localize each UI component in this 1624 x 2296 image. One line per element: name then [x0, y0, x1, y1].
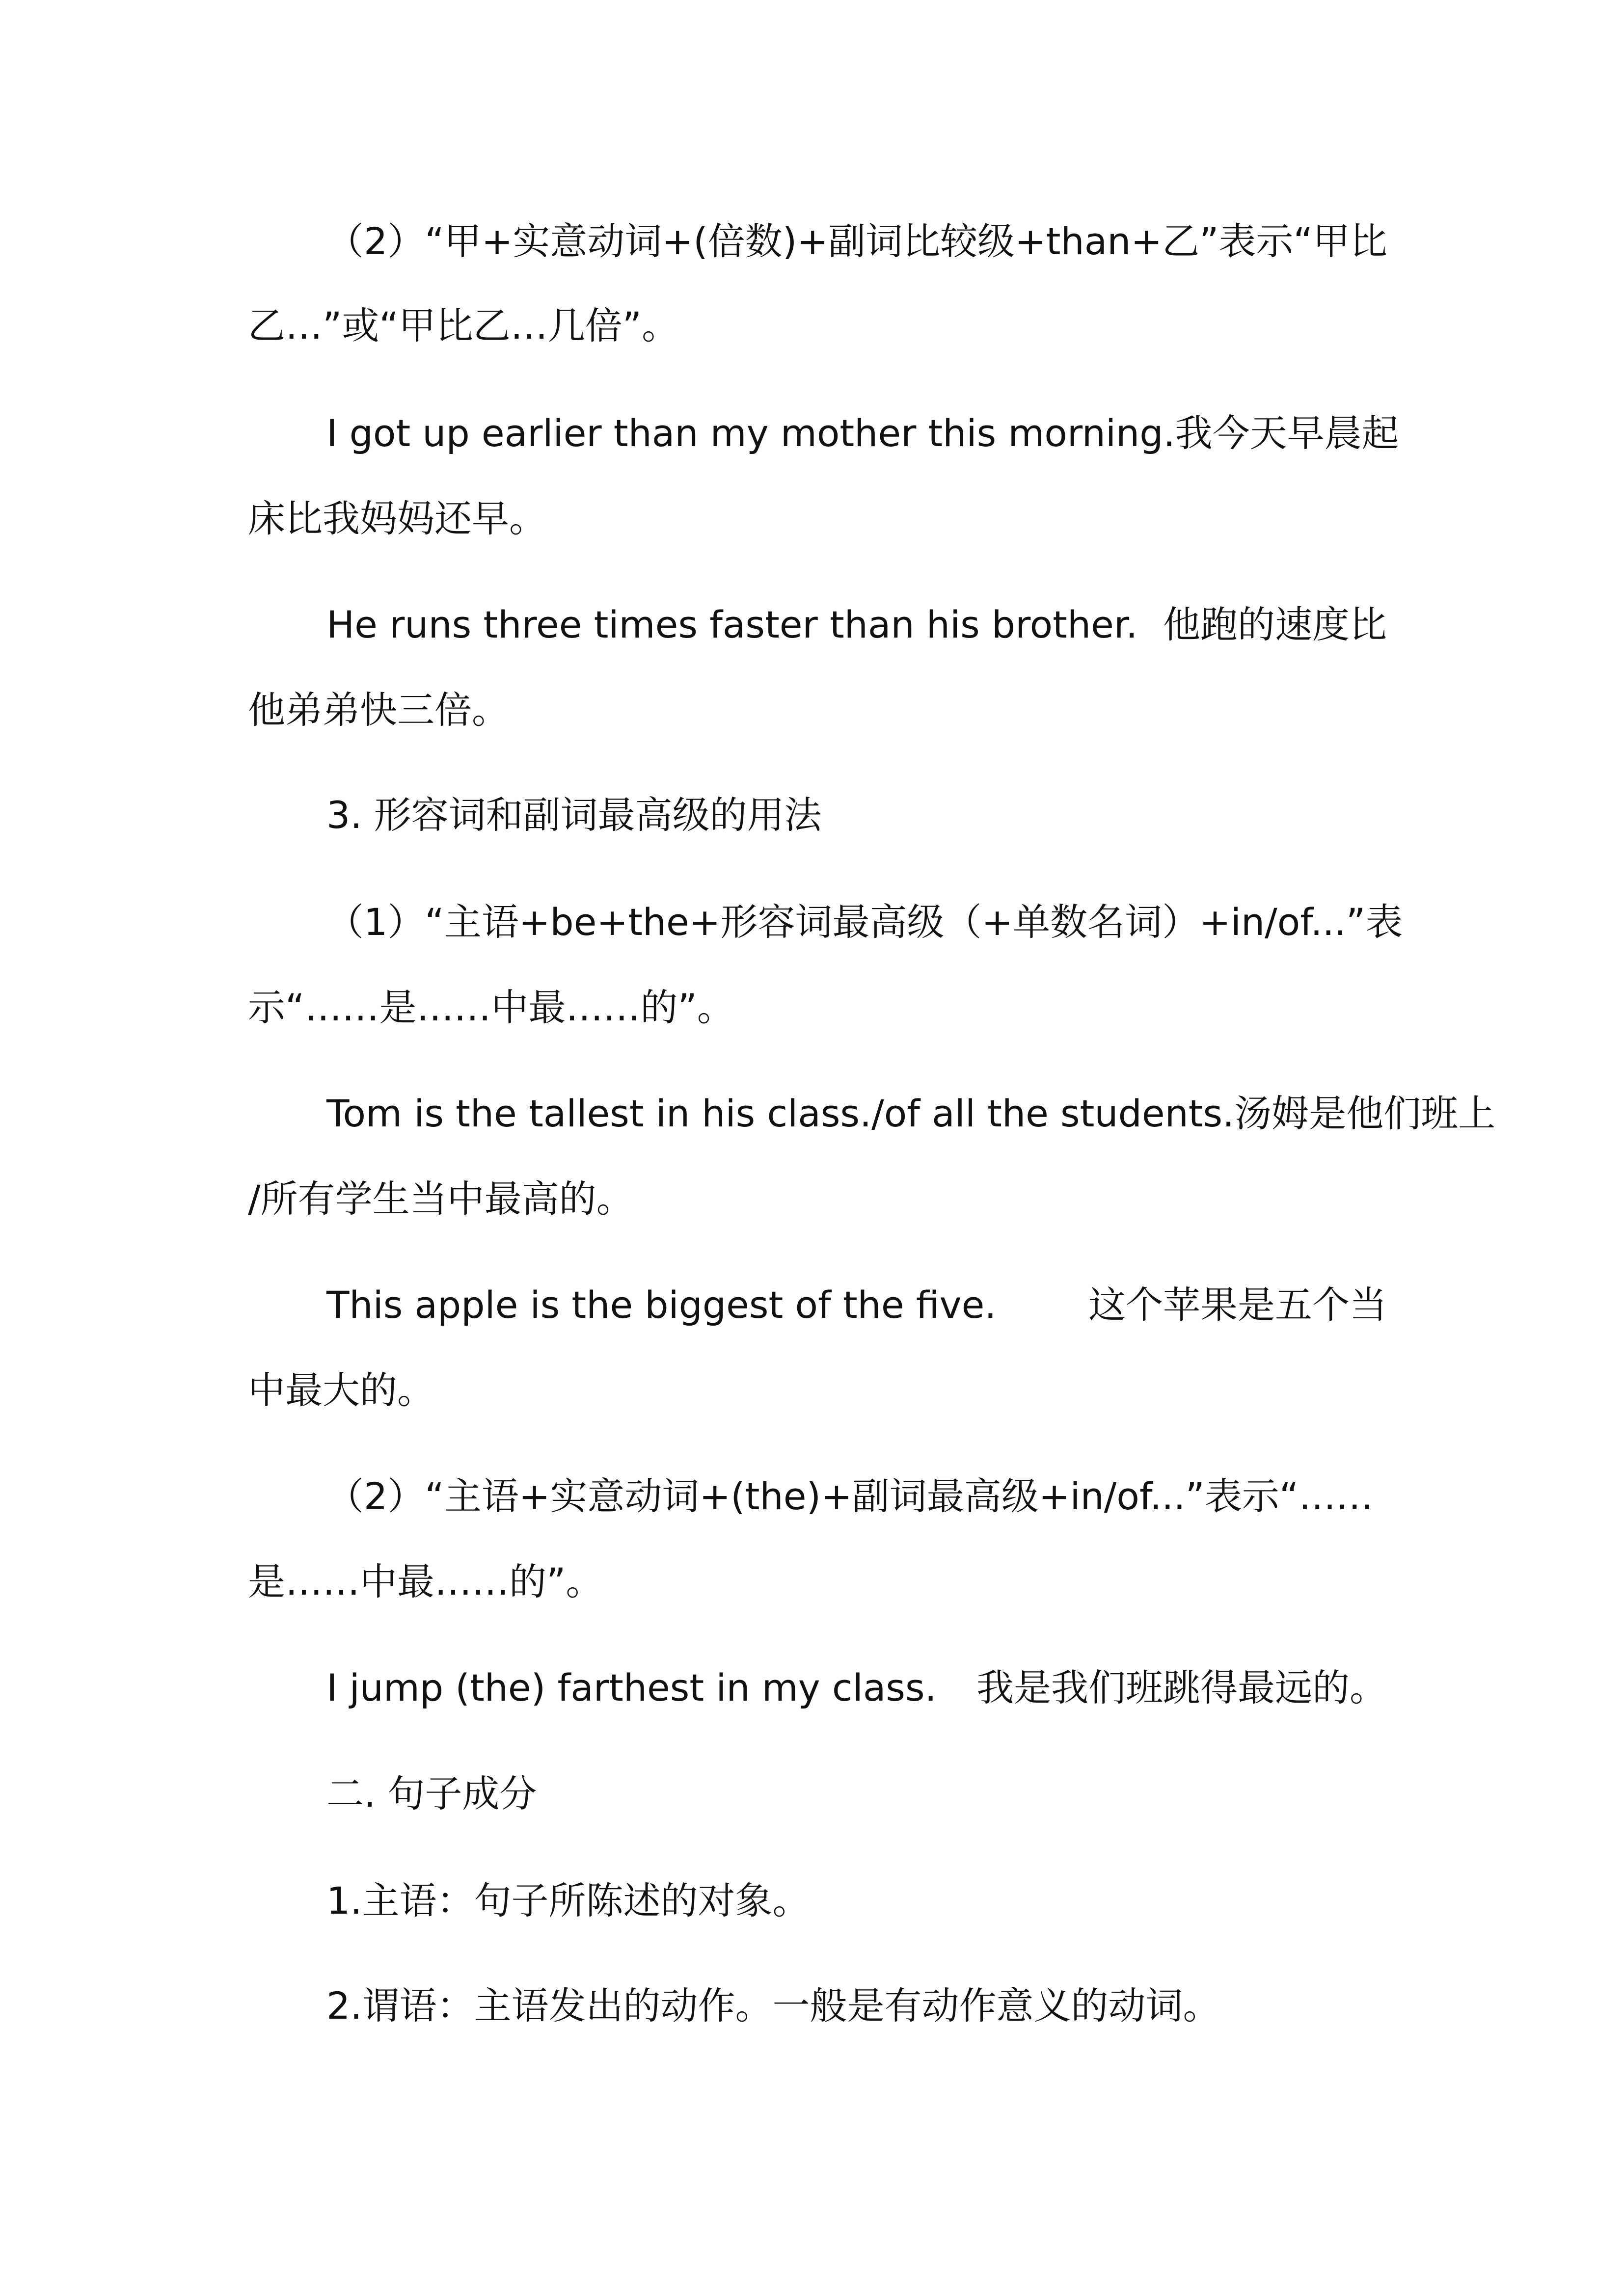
example-2-chinese-part1: 他跑的速度比: [1163, 603, 1387, 646]
item-predicate: 2.谓语：主语发出的动作。一般是有动作意义的动词。: [326, 1984, 1220, 2028]
superlative-rule-2-line2: 是……中最……的”。: [248, 1560, 603, 1603]
example-1-english: I got up earlier than my mother this morning.: [326, 411, 1175, 455]
example-5-chinese: 我是我们班跳得最远的。: [976, 1666, 1387, 1709]
example-3-line2: /所有学生当中最高的。: [248, 1177, 634, 1221]
superlative-rule-2-line1: （2）“主语+实意动词+(the)+副词最高级+in/of...”表示“……: [326, 1474, 1374, 1518]
example-2-line1: [326, 600, 1387, 649]
superlative-rule-1-line2: 示“……是……中最……的”。: [248, 986, 734, 1029]
section-3-heading: 3. 形容词和副词最高级的用法: [326, 793, 822, 837]
example-4-english: This apple is the biggest of the five.: [326, 1283, 997, 1327]
example-1-chinese-part2: 床比我妈妈还早。: [248, 497, 546, 540]
example-5-line1: [326, 1663, 1387, 1712]
example-1-chinese-part1: 我今天早晨起: [1175, 411, 1399, 455]
section-2-heading: 二. 句子成分: [326, 1772, 537, 1815]
example-2-chinese-part2: 他弟弟快三倍。: [248, 688, 509, 732]
example-4-chinese-part2: 中最大的。: [248, 1368, 434, 1412]
item-subject: 1.主语：句子所陈述的对象。: [326, 1879, 810, 1922]
comparative-rule-2-line1: （2）“甲+实意动词+(倍数)+副词比较级+than+乙”表示“甲比: [326, 219, 1387, 263]
comparative-rule-2-line2: 乙…”或“甲比乙…几倍”。: [248, 304, 679, 347]
example-4-line1: [326, 1281, 1387, 1330]
superlative-rule-1-line1: （1）“主语+be+the+形容词最高级（+单数名词）+in/of...”表: [326, 900, 1403, 944]
example-1-line1: [326, 409, 1399, 458]
example-2-english: He runs three times faster than his brother.: [326, 603, 1138, 646]
example-5-english: I jump (the) farthest in my class.: [326, 1666, 937, 1709]
example-3-line1: Tom is the tallest in his class./of all the students.汤姆是他们班上: [326, 1092, 1496, 1135]
example-4-chinese-part1: 这个苹果是五个当: [1088, 1283, 1387, 1327]
